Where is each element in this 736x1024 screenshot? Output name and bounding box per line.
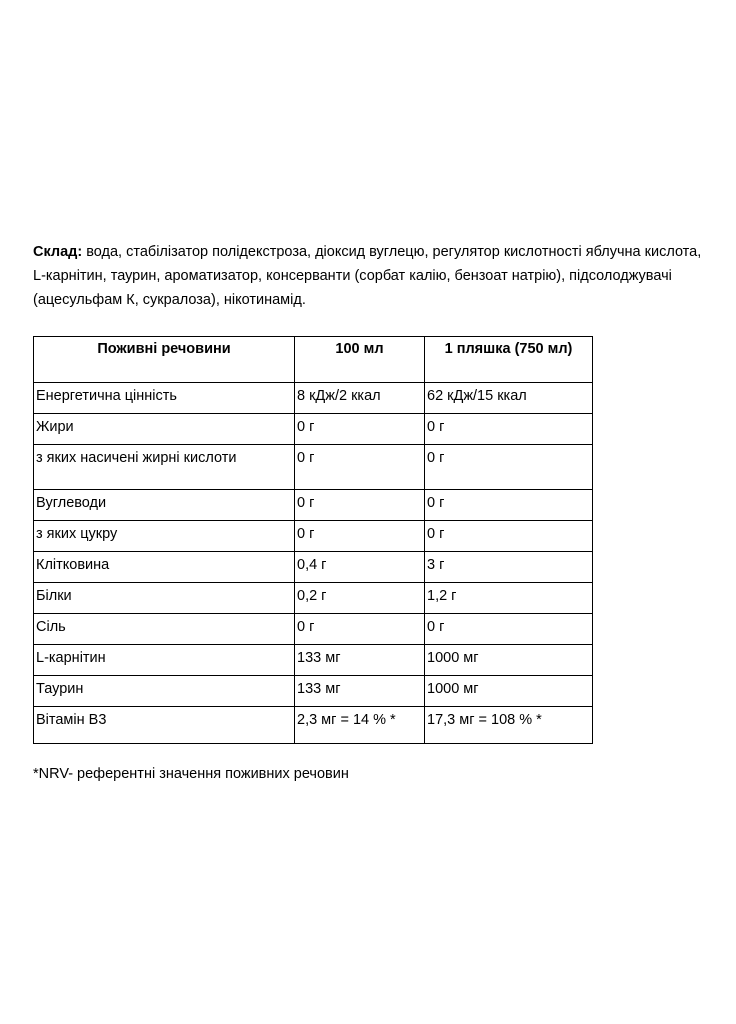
table-header-row (34, 337, 593, 383)
composition-text: вода, стабілізатор полідекстроза, діоксид вуглецю, регулятор кислотності яблучна кислота, L-карнітин, таурин, ароматизатор, консерванти (сорбат калію, бензоат натрію), підсолоджувачі (ацесульфам К, сукралоза), нікотинамід. (33, 244, 702, 308)
value-per-bottle: 1,2 г (425, 583, 593, 614)
header-per-100ml: 100 мл (295, 337, 425, 383)
value-per-100ml: 0 г (295, 445, 425, 490)
header-nutrients: Поживні речовини (34, 337, 295, 383)
value-per-bottle: 0 г (425, 490, 593, 521)
nutrient-name: Вуглеводи (34, 490, 295, 521)
table-row (34, 645, 593, 676)
table-row (34, 521, 593, 552)
nutrient-name: Білки (34, 583, 295, 614)
value-per-100ml: 0 г (295, 614, 425, 645)
table-row (34, 445, 593, 490)
value-per-100ml: 0 г (295, 414, 425, 445)
table-row (34, 414, 593, 445)
value-per-100ml: 0 г (295, 521, 425, 552)
table-row (34, 552, 593, 583)
value-per-bottle: 17,3 мг = 108 % * (425, 707, 593, 744)
value-per-100ml: 0,2 г (295, 583, 425, 614)
value-per-bottle: 3 г (425, 552, 593, 583)
header-per-bottle: 1 пляшка (750 мл) (425, 337, 593, 383)
value-per-100ml: 133 мг (295, 676, 425, 707)
nutrient-name: Енергетична цінність (34, 383, 295, 414)
table-row (34, 707, 593, 744)
value-per-100ml: 0 г (295, 490, 425, 521)
nutrient-name: Клітковина (34, 552, 295, 583)
table-row (34, 676, 593, 707)
value-per-100ml: 2,3 мг = 14 % * (295, 707, 425, 744)
table-row (34, 383, 593, 414)
table-row (34, 490, 593, 521)
nutrient-name: Вітамін B3 (34, 707, 295, 744)
nutrient-name: L-карнітин (34, 645, 295, 676)
nutrient-name: Сіль (34, 614, 295, 645)
table-row (34, 614, 593, 645)
composition-paragraph (33, 240, 713, 312)
value-per-bottle: 0 г (425, 614, 593, 645)
value-per-100ml: 0,4 г (295, 552, 425, 583)
nrv-footnote: *NRV- референтні значення поживних речовин (33, 766, 349, 782)
value-per-bottle: 1000 мг (425, 676, 593, 707)
value-per-bottle: 1000 мг (425, 645, 593, 676)
value-per-100ml: 133 мг (295, 645, 425, 676)
nutrition-table (33, 336, 593, 744)
nutrient-name: Таурин (34, 676, 295, 707)
value-per-bottle: 62 кДж/15 ккал (425, 383, 593, 414)
value-per-bottle: 0 г (425, 521, 593, 552)
value-per-bottle: 0 г (425, 445, 593, 490)
value-per-100ml: 8 кДж/2 ккал (295, 383, 425, 414)
nutrient-name: Жири (34, 414, 295, 445)
value-per-bottle: 0 г (425, 414, 593, 445)
nutrient-name: з яких насичені жирні кислоти (34, 445, 295, 490)
nutrient-name: з яких цукру (34, 521, 295, 552)
table-row (34, 583, 593, 614)
composition-label: Склад: (33, 244, 83, 260)
